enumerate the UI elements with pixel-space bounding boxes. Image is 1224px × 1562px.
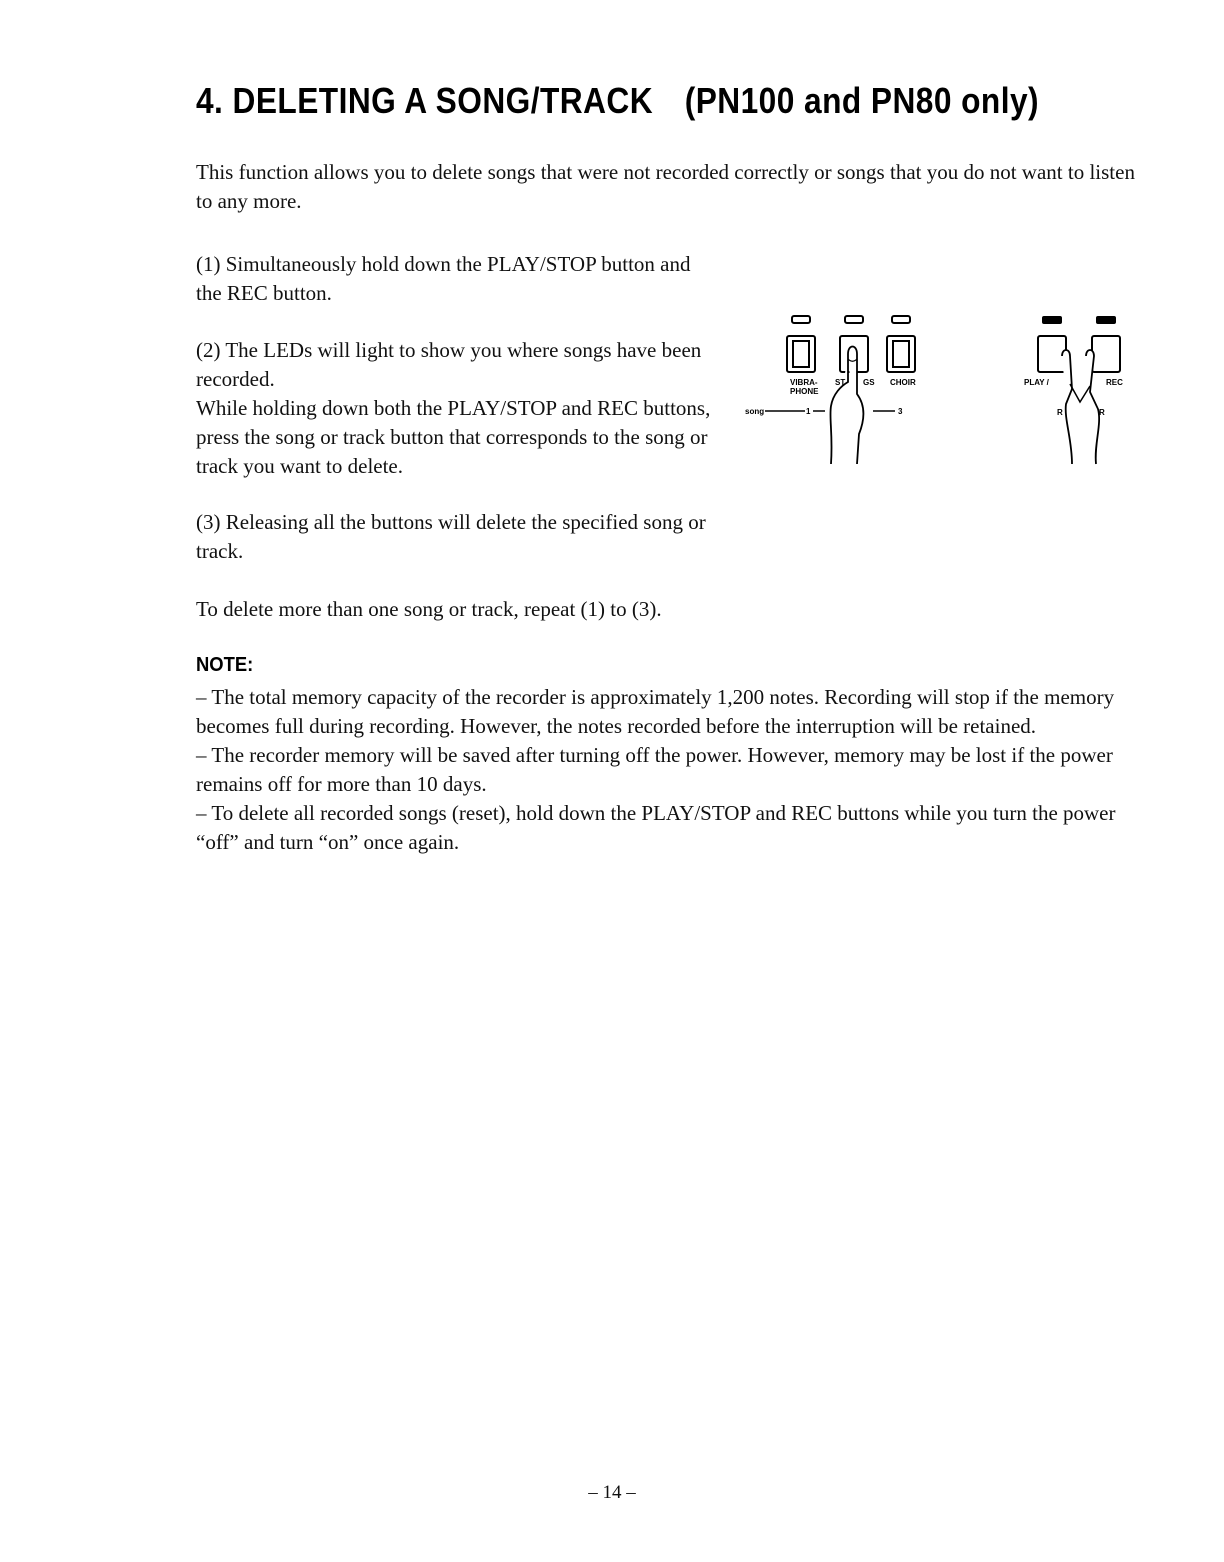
finger-outline bbox=[848, 347, 863, 465]
label-strings: GS bbox=[863, 378, 875, 387]
label-r: R bbox=[1057, 408, 1063, 417]
song-button-face bbox=[893, 341, 909, 367]
play-rec-buttons-illustration bbox=[1024, 314, 1134, 474]
label-strings: ST bbox=[835, 378, 846, 387]
note-item: – To delete all recorded songs (reset), hold down the PLAY/STOP and REC buttons while you turn the power “off” and turn “on” once again. bbox=[196, 801, 1116, 854]
title-models-note: (PN100 and PN80 only) bbox=[684, 80, 1040, 121]
step-2-instruction: While holding down both the PLAY/STOP and REC buttons, press the song or track button that corresponds to the song or track you want to delete. bbox=[196, 396, 711, 478]
label-vibraphone: VIBRA- bbox=[790, 378, 818, 387]
label-vibraphone: PHONE bbox=[790, 387, 819, 396]
finger-outline bbox=[1062, 350, 1072, 464]
page-title bbox=[196, 80, 1039, 122]
label-song: song bbox=[745, 407, 765, 416]
play-rec-drawing bbox=[1024, 314, 1134, 474]
note-item: – The total memory capacity of the recorder is approximately 1,200 notes. Recording will stop if the memory becomes full during recording. However, the notes recorded before the interruption will be retained. bbox=[196, 685, 1115, 738]
song-button-face bbox=[793, 341, 809, 367]
label-play-stop: PLAY / bbox=[1024, 378, 1049, 387]
label-rec: REC bbox=[1106, 378, 1123, 387]
step-2 bbox=[196, 336, 716, 481]
title-main: 4. DELETING A SONG/TRACK bbox=[196, 80, 654, 121]
label-song-number: 3 bbox=[898, 407, 903, 416]
intro-paragraph: This function allows you to delete songs that were not recorded correctly or songs that you do not want to listen to any more. bbox=[196, 160, 1135, 213]
song-buttons-illustration bbox=[745, 314, 945, 474]
finger-outline bbox=[1086, 350, 1099, 464]
led-indicator bbox=[845, 316, 863, 323]
note-heading: NOTE: bbox=[196, 654, 254, 676]
note-list bbox=[196, 683, 1126, 857]
led-indicator bbox=[892, 316, 910, 323]
song-buttons-drawing bbox=[745, 314, 945, 474]
led-indicator bbox=[792, 316, 810, 323]
step-2-text: (2) The LEDs will light to show you where songs have been recorded. bbox=[196, 338, 702, 391]
label-r: R bbox=[1099, 408, 1105, 417]
page-number: – 14 – bbox=[588, 1482, 636, 1503]
repeat-instruction: To delete more than one song or track, repeat (1) to (3). bbox=[196, 597, 662, 621]
label-choir: CHOIR bbox=[890, 378, 916, 387]
note-item: – The recorder memory will be saved after turning off the power. However, memory may be lost if the power remains off for more than 10 days. bbox=[196, 743, 1113, 796]
step-1-text: (1) Simultaneously hold down the PLAY/STOP button and the REC button. bbox=[196, 252, 691, 305]
led-lit bbox=[1042, 316, 1062, 324]
label-song-number: 1 bbox=[806, 407, 811, 416]
rec-button bbox=[1092, 336, 1120, 372]
led-lit bbox=[1096, 316, 1116, 324]
step-3-text: (3) Releasing all the buttons will delete the specified song or track. bbox=[196, 510, 706, 563]
